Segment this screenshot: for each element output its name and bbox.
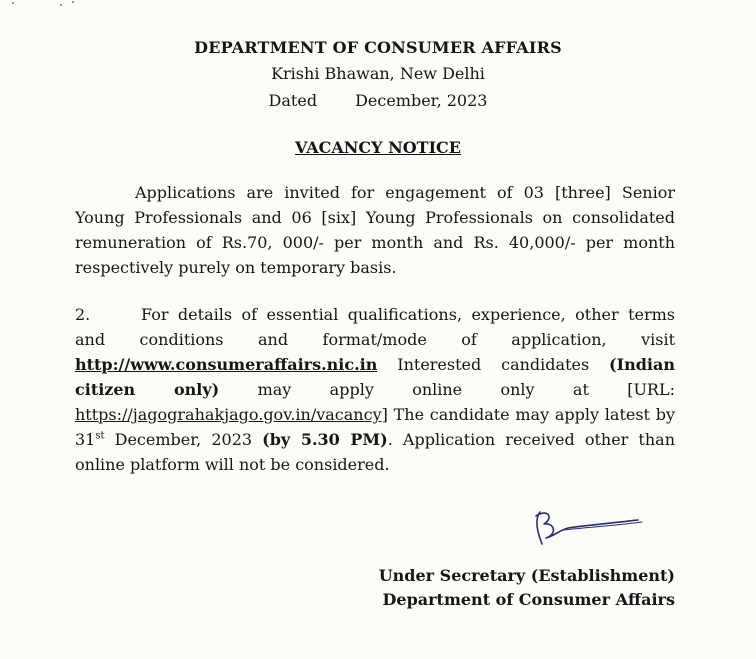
ordinal-suffix: st	[95, 430, 105, 442]
paragraph-2-deadline: ] The candidate may apply latest by 31	[75, 405, 675, 449]
dated-label: Dated	[268, 91, 318, 110]
paragraph-number: 2.	[75, 305, 91, 324]
notice-date: December, 2023	[355, 91, 488, 110]
paragraph-1	[75, 180, 675, 280]
website-link[interactable]: http://www.consumeraffairs.nic.in	[75, 355, 378, 374]
scan-speck	[72, 1, 74, 3]
notice-title: VACANCY NOTICE	[295, 138, 461, 157]
office-location: Krishi Bhawan, New Delhi	[271, 64, 485, 83]
paragraph-2-text: Interested candidates	[377, 355, 610, 374]
time-note: (by 5.30 PM)	[262, 430, 388, 449]
paragraph-2-apply: may apply online only at [URL:	[219, 380, 675, 399]
paragraph-2-intro: For details of essential qualifications, experience, other terms and conditions and format/mode of application, visit	[75, 305, 675, 349]
handwritten-signature	[520, 504, 650, 552]
signatory-block	[379, 564, 675, 612]
department-heading: DEPARTMENT OF CONSUMER AFFAIRS	[194, 38, 562, 57]
signatory-designation: Under Secretary (Establishment)	[378, 566, 675, 585]
citizen-note: (Indian citizen only)	[75, 355, 675, 399]
date-line	[0, 91, 756, 110]
scan-speck	[60, 4, 62, 6]
vacancy-url-link[interactable]: https://jagograhakjago.gov.in/vacancy	[75, 405, 382, 424]
last-date: December, 2023	[104, 430, 263, 449]
paragraph-1-text: Applications are invited for engagement of 03 [three] Senior Young Professionals and 06 [six] Young Professionals on consolidated remuneration of Rs.70, 000/- per month and Rs. 40,000/- per month respectively purely on temporary basis.	[75, 183, 675, 277]
paragraph-2-closing: . Application received other than online platform will not be considered.	[75, 430, 676, 474]
signatory-department: Department of Consumer Affairs	[382, 590, 675, 609]
scan-speck	[12, 2, 14, 4]
paragraph-2	[75, 302, 675, 477]
